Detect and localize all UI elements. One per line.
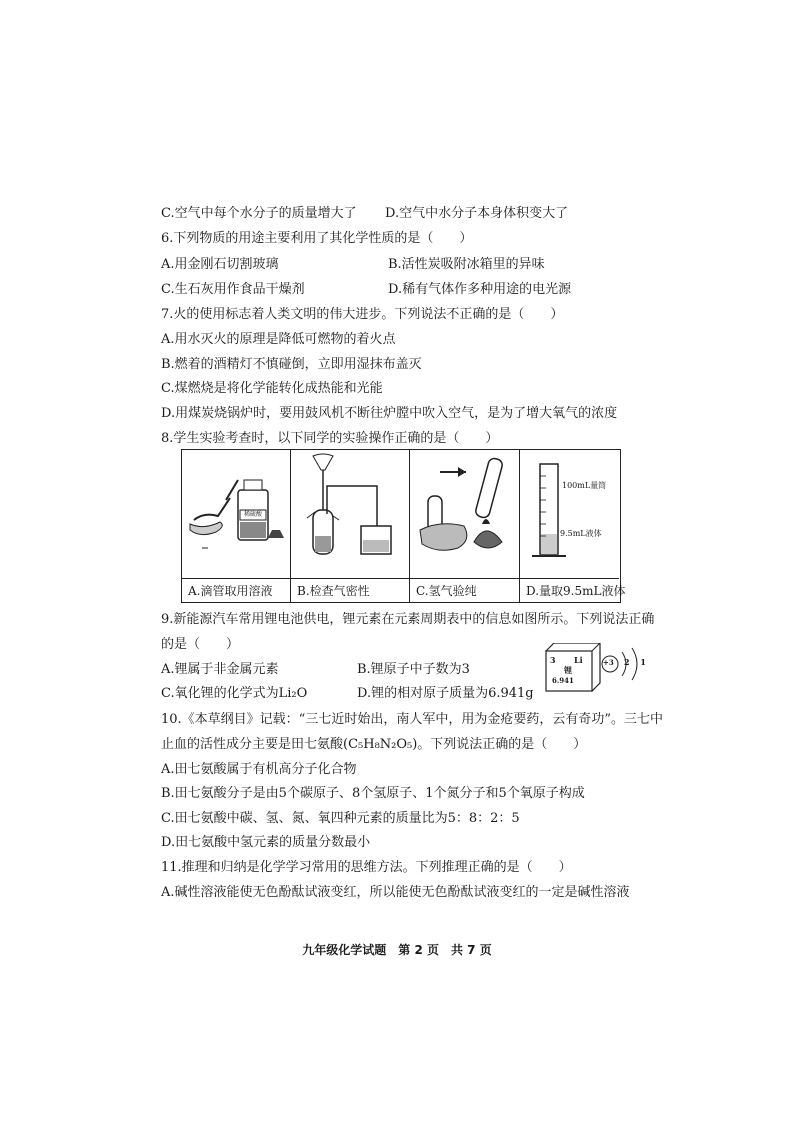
q6-option-a: A.用金刚石切割玻璃 [161, 257, 279, 272]
q9-option-a: A.锂属于非金属元素 [161, 662, 279, 677]
element-number: 3 [550, 655, 556, 665]
q10-option-d: D.田七氨酸中氢元素的质量分数最小 [161, 835, 371, 850]
caption-c: C.氢气验纯 [410, 578, 519, 602]
q10-stem-line2: 止血的活性成分主要是田七氨酸(C₅H₈N₂O₅)。下列说法正确的是（ ） [161, 737, 587, 752]
cylinder-label: 100mL量筒 [562, 481, 607, 490]
experiment-cell-a [182, 450, 291, 602]
q10-stem-line1: 10.《本草纲目》记载：“三七近时始出，南人军中，用为金疮要药，云有奇功”。三七中 [161, 712, 663, 727]
q11-stem: 11.推理和归纳是化学学习常用的思维方法。下列推理正确的是（ ） [161, 860, 572, 875]
q5-option-d: D.空气中水分子本身体积变大了 [385, 206, 569, 221]
q7-stem: 7.火的使用标志着人类文明的伟大进步。下列说法不正确的是（ ） [161, 307, 564, 322]
element-symbol: Li [574, 655, 583, 665]
q10-option-b: B.田七氨酸分子是由5个碳原子、8个氢原子、1个氮分子和5个氧原子构成 [161, 786, 585, 801]
q11-option-a: A.碱性溶液能使无色酚酞试液变红，所以能使无色酚酞试液变红的一定是碱性溶液 [161, 885, 630, 900]
q10-option-c: C.田七氨酸中碳、氢、氮、氧四种元素的质量比为5：8：2：5 [161, 811, 520, 826]
q6-option-b: B.活性炭吸附冰箱里的异味 [388, 257, 545, 272]
experiment-figure-table [181, 449, 626, 603]
q9-option-d: D.锂的相对原子质量为6.941g [357, 686, 534, 701]
hydrogen-purity-test-illustration [410, 450, 520, 580]
dropper-bottle-illustration [182, 450, 290, 580]
q5-option-c: C.空气中每个水分子的质量增大了 [161, 206, 357, 221]
q6-option-c: C.生石灰用作食品干燥剂 [161, 282, 305, 297]
q7-option-c: C.煤燃烧是将化学能转化成热能和光能 [161, 381, 383, 396]
caption-a: A.滴管取用溶液 [182, 578, 290, 602]
page-footer: 九年级化学试题 第 2 页 共 7 页 [302, 943, 492, 957]
q8-stem: 8.学生实验考查时，以下同学的实验操作正确的是（ ） [161, 431, 499, 446]
caption-d: D.量取9.5mL液体 [520, 578, 619, 602]
element-mass: 6.941 [552, 676, 574, 685]
airtightness-apparatus-illustration [291, 450, 409, 580]
experiment-cell-d [520, 450, 626, 602]
q7-option-a: A.用水灭火的原理是降低可燃物的着火点 [161, 332, 396, 347]
q7-option-d: D.用煤炭烧锅炉时，要用鼓风机不断往炉膛中吹入空气，是为了增大氧气的浓度 [161, 406, 618, 421]
q9-stem-line2: 的是（ ） [161, 637, 240, 652]
experiment-cell-b [291, 450, 410, 602]
experiment-cell-c [410, 450, 520, 602]
caption-b: B.检查气密性 [291, 578, 409, 602]
q10-option-a: A.田七氨酸属于有机高分子化合物 [161, 762, 357, 777]
graduated-cylinder-illustration [520, 450, 618, 580]
atom-shell-electrons: 2 1 [624, 657, 650, 667]
cylinder-reading: 9.5mL液体 [560, 529, 602, 538]
atom-core-charge: +3 [603, 658, 614, 667]
q9-option-c: C.氧化锂的化学式为Li₂O [161, 686, 308, 701]
lithium-element-card [544, 643, 592, 683]
q9-stem-line1: 9.新能源汽车常用锂电池供电，锂元素在元素周期表中的信息如图所示。下列说法正确 [161, 612, 655, 627]
q9-option-b: B.锂原子中子数为3 [357, 662, 470, 677]
q6-option-d: D.稀有气体作多种用途的电光源 [388, 282, 572, 297]
bottle-label: 稀硫酸 [243, 511, 262, 518]
element-name: 锂 [564, 665, 572, 675]
q6-stem: 6.下列物质的用途主要利用了其化学性质的是（ ） [161, 231, 473, 246]
q7-option-b: B.燃着的酒精灯不慎碰倒，立即用湿抹布盖灭 [161, 357, 422, 372]
